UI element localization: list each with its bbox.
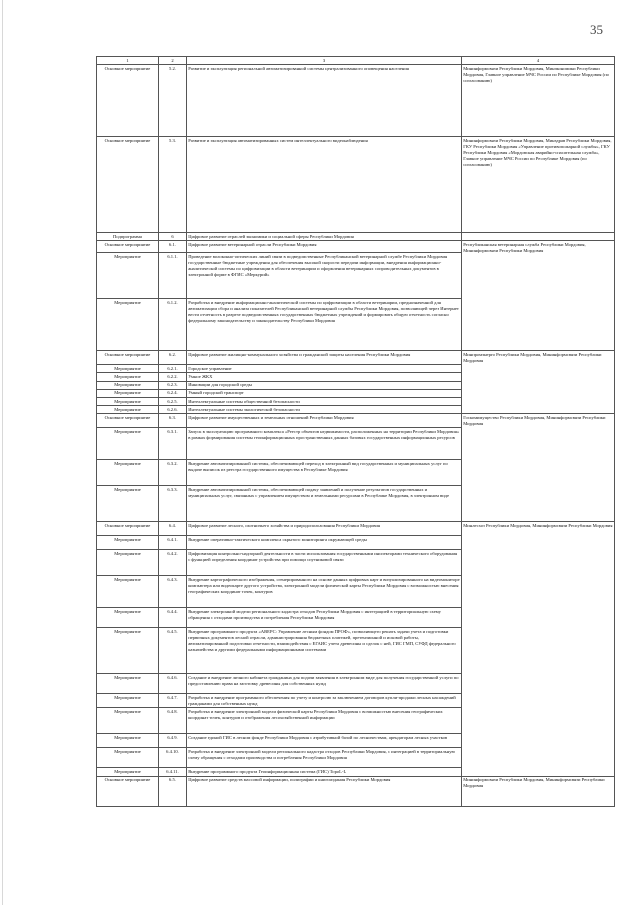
row-number-cell: 6.2.2. [159, 373, 187, 381]
row-title-cell: Внедрение программного продукта Геоинформационная система (ГИС) TopoL-L [187, 768, 462, 776]
row-title-cell: Цифровое развитие имущественных и земельных отношений Республики Мордовия [187, 414, 462, 428]
row-title-cell: Разработка и внедрение информационно-аналитической системы по цифровизации в области ветеринарии, предназначенной для автоматизации сбора и анализа показателей Республиканской ветеринарной службы Республики Мордовия, позволяющей через Интернет вести отчетность в разрезе подведомственных государственных бюджетных учреждений и формировать общую отчетность согласно федеральному законодательству и законодательству Республики Мордовия [187, 299, 462, 351]
row-title-cell: Цифровизация контрольно-надзорной деятельности в части использования государственными инспекторами технического оборудования с функцией определения координат устройства при помощи спутниковой связи [187, 550, 462, 576]
row-type-cell: Мероприятие [97, 381, 159, 389]
row-type-cell: Мероприятие [97, 299, 159, 351]
row-type-cell: Мероприятие [97, 373, 159, 381]
row-number-cell: 6.3.2. [159, 460, 187, 486]
row-title-cell: Развитие и эксплуатация автоматизированных систем интеллектуального видеонаблюдения [187, 137, 462, 233]
row-title-cell: Внедрение электронной модели регионального кадастра отходов Республики Мордовия с интеграцией в территориальную схему обращения с отходами производства и потребления Республики Мордовия [187, 608, 462, 628]
row-number-cell: 6.1.1. [159, 253, 187, 299]
program-table [96, 56, 615, 807]
row-type-cell: Мероприятие [97, 365, 159, 373]
row-responsible-cell: Мининформсвязи Республики Мордовия, Мининформсвязи Республики Мордовия [462, 776, 615, 806]
row-title-cell: Инновации для городской среды [187, 381, 462, 389]
row-type-cell: Мероприятие [97, 460, 159, 486]
row-number-cell: 6.2.4. [159, 389, 187, 397]
header-col-1: 1 [97, 57, 159, 65]
row-responsible-cell: Минпромэнерго Республики Мордовия, Мининформсвязи Республики Мордовия [462, 351, 615, 414]
row-number-cell: 6.3.1. [159, 428, 187, 460]
table-row [97, 241, 615, 253]
page-margin-line [2, 0, 3, 905]
row-number-cell: 6.4.11. [159, 768, 187, 776]
row-type-cell: Мероприятие [97, 550, 159, 576]
row-number-cell: 5.3. [159, 137, 187, 233]
row-type-cell: Мероприятие [97, 674, 159, 694]
row-responsible-cell [462, 233, 615, 241]
row-number-cell: 6.2.3. [159, 381, 187, 389]
row-type-cell: Мероприятие [97, 428, 159, 460]
table-row [97, 414, 615, 428]
row-number-cell: 6.4.4. [159, 608, 187, 628]
row-type-cell: Мероприятие [97, 253, 159, 299]
row-number-cell: 6 [159, 233, 187, 241]
row-number-cell: 6.4.10. [159, 748, 187, 768]
row-number-cell: 6.4.9. [159, 734, 187, 748]
row-type-cell: Мероприятие [97, 708, 159, 734]
row-type-cell: Основное мероприятие [97, 776, 159, 806]
table-row [97, 137, 615, 233]
header-col-3: 3 [187, 57, 462, 65]
table-row [97, 522, 615, 536]
row-type-cell: Основное мероприятие [97, 65, 159, 137]
row-number-cell: 6.5. [159, 776, 187, 806]
row-type-cell: Мероприятие [97, 536, 159, 550]
row-number-cell: 6.1.2. [159, 299, 187, 351]
row-title-cell: Создание единой ГИС в лесном фонде Республики Мордовия с атрибутивной базой по лесничествам, арендаторам лесных участков [187, 734, 462, 748]
row-responsible-cell: Мининформсвязи Республики Мордовия, Минэкономики Республики Мордовия, Главное управление МЧС России по Республике Мордовия (по согласованию) [462, 65, 615, 137]
row-number-cell: 6.1. [159, 241, 187, 253]
row-title-cell: Развитие и эксплуатация региональной автоматизированной системы централизованного оповещения населения [187, 65, 462, 137]
row-number-cell: 6.4.1. [159, 536, 187, 550]
row-number-cell: 5.2. [159, 65, 187, 137]
row-number-cell: 6.3. [159, 414, 187, 428]
header-col-2: 2 [159, 57, 187, 65]
row-title-cell: Интеллектуальные системы экологической безопасности [187, 406, 462, 414]
row-title-cell: Разработка и внедрение программного обеспечения по учету и контролю за заключением договоров купли-продажи лесных насаждений гражданами для собственных нужд [187, 694, 462, 708]
row-type-cell: Мероприятие [97, 694, 159, 708]
row-type-cell: Основное мероприятие [97, 522, 159, 536]
row-type-cell: Мероприятие [97, 628, 159, 674]
row-number-cell: 6.2. [159, 351, 187, 365]
row-type-cell: Мероприятие [97, 397, 159, 405]
row-title-cell: Внедрение программного продукта «АВЕРС: Управление лесным фондом ПРОФ», позволяющего решать задачи учета и подготовки первичных документов лесной отрасли, администрирования бюджетных платежей, претензионной и исковой работы, автоматизированной подготовки отчетности, взаимодействия с ЕГАИС учета древесины и сделок с ней, ГИС ГМП, СУФД федерального казначейства и другими федеральными информационными системами [187, 628, 462, 674]
row-number-cell: 6.4.7. [159, 694, 187, 708]
row-number-cell: 6.4.3. [159, 576, 187, 608]
row-type-cell: Основное мероприятие [97, 414, 159, 428]
row-number-cell: 6.4. [159, 522, 187, 536]
row-type-cell: Мероприятие [97, 608, 159, 628]
row-title-cell: Цифровое развитие лесного, охотничьего хозяйства и природопользования Республики Мордовия [187, 522, 462, 536]
row-title-cell: Цифровое развитие жилищно-коммунального хозяйства и гражданской защиты населения Республики Мордовия [187, 351, 462, 365]
row-number-cell: 6.4.5. [159, 628, 187, 674]
row-responsible-cell: Мининформсвязи Республики Мордовия, Минздрав Республики Мордовия, ГКУ Республики Мордовия «Управление противопожарной службы», ГКУ Республики Мордовия «Мордовская аварийно-спасательная служба», Главное управление МЧС России по Республике Мордовия (по согласованию) [462, 137, 615, 233]
row-type-cell: Мероприятие [97, 768, 159, 776]
table-row [97, 233, 615, 241]
row-title-cell: Создание и внедрение личного кабинета гражданина для подачи заявления в электронном виде для получения государственной услуги по предоставлению права на заготовку древесины для собственных нужд [187, 674, 462, 694]
row-type-cell: Мероприятие [97, 576, 159, 608]
row-number-cell: 6.2.5. [159, 397, 187, 405]
row-type-cell: Подпрограмма [97, 233, 159, 241]
row-type-cell: Мероприятие [97, 748, 159, 768]
row-responsible-cell: Госкомимущество Республики Мордовия, Мининформсвязи Республики Мордовия [462, 414, 615, 522]
row-type-cell: Основное мероприятие [97, 241, 159, 253]
row-title-cell: Городское управление [187, 365, 462, 373]
row-title-cell: Внедрение картографического изображения, сгенерированного на основе данных цифровых карт и визуализированного на видеомониторе компьютера или видеокарте другого устройства, электронной модели физической карты Республики Мордовия с возможностью внесения географических координат точек, контуров [187, 576, 462, 608]
row-responsible-cell: Республиканская ветеринарная служба Республики Мордовия, Мининформсвязи Республики Мордовия [462, 241, 615, 351]
row-type-cell: Мероприятие [97, 389, 159, 397]
row-number-cell: 6.3.3. [159, 486, 187, 522]
row-type-cell: Мероприятие [97, 486, 159, 522]
row-type-cell: Мероприятие [97, 734, 159, 748]
row-title-cell: Умное ЖКХ [187, 373, 462, 381]
row-title-cell: Внедрение автоматизированной системы, обеспечивающей переход в электронный вид государственных и муниципальных услуг по выдаче выписок из реестра государственного имущества в Республике Мордовия [187, 460, 462, 486]
row-title-cell: Цифровое развитие средств массовой информации, полиграфии и книгоиздания Республики Мордовия [187, 776, 462, 806]
row-number-cell: 6.4.8. [159, 708, 187, 734]
row-number-cell: 6.4.2. [159, 550, 187, 576]
row-title-cell: Цифровое развитие отраслей экономики и социальной сферы Республики Мордовия [187, 233, 462, 241]
header-col-4: 4 [462, 57, 615, 65]
row-title-cell: Разработка и внедрение электронной модели регионального кадастра отходов Республики Мордовия, с интеграцией в территориальную схему обращения с отходами производства и потребления Республики Мордовия [187, 748, 462, 768]
row-responsible-cell: Минлесхоз Республики Мордовия, Мининформсвязи Республики Мордовия [462, 522, 615, 776]
row-number-cell: 6.2.6. [159, 406, 187, 414]
row-type-cell: Мероприятие [97, 406, 159, 414]
row-title-cell: Разработка и внедрение электронной модели физической карты Республики Мордовия с возможностью внесения географических координат точек, контуров и отображения лесохозяйственной информации [187, 708, 462, 734]
row-title-cell: Запуск в эксплуатацию программного комплекса «Реестр объектов недвижимости, расположенных на территории Республики Мордовия» в рамках формирования системы геоинформационных пространственных данных базовых государственных информационных ресурсов [187, 428, 462, 460]
table-row [97, 776, 615, 806]
row-type-cell: Основное мероприятие [97, 351, 159, 365]
row-title-cell: Цифровое развитие ветеринарной отрасли Республики Мордовия [187, 241, 462, 253]
row-title-cell: Внедрение оперативно-тактического комплекса скрытого мониторинга окружающей среды [187, 536, 462, 550]
table-row [97, 351, 615, 365]
page-number: 35 [590, 22, 603, 37]
table-header-row [97, 57, 615, 65]
row-number-cell: 6.4.6. [159, 674, 187, 694]
table-row [97, 65, 615, 137]
row-title-cell: Умный городской транспорт [187, 389, 462, 397]
row-type-cell: Основное мероприятие [97, 137, 159, 233]
row-title-cell: Интеллектуальные системы общественной безопасности [187, 397, 462, 405]
row-title-cell: Проведение волоконно-оптических линий связи в подведомственные Республиканской ветеринарной службе Республики Мордовия государственные бюджетные учреждения для обеспечения высокой скорости передачи информации, внедрения информационно-аналитической системы по цифровизации в области ветеринарии и оформления ветеринарных сопроводительных документов в электронной форме в ФГИС «Меркурий» [187, 253, 462, 299]
row-number-cell: 6.2.1. [159, 365, 187, 373]
row-title-cell: Внедрение автоматизированной системы, обеспечивающей подачу заявлений и получение результатов государственных и муниципальных услуг, связанных с управлением имуществом и земельными ресурсами в Республике Мордовия, в электронном виде [187, 486, 462, 522]
